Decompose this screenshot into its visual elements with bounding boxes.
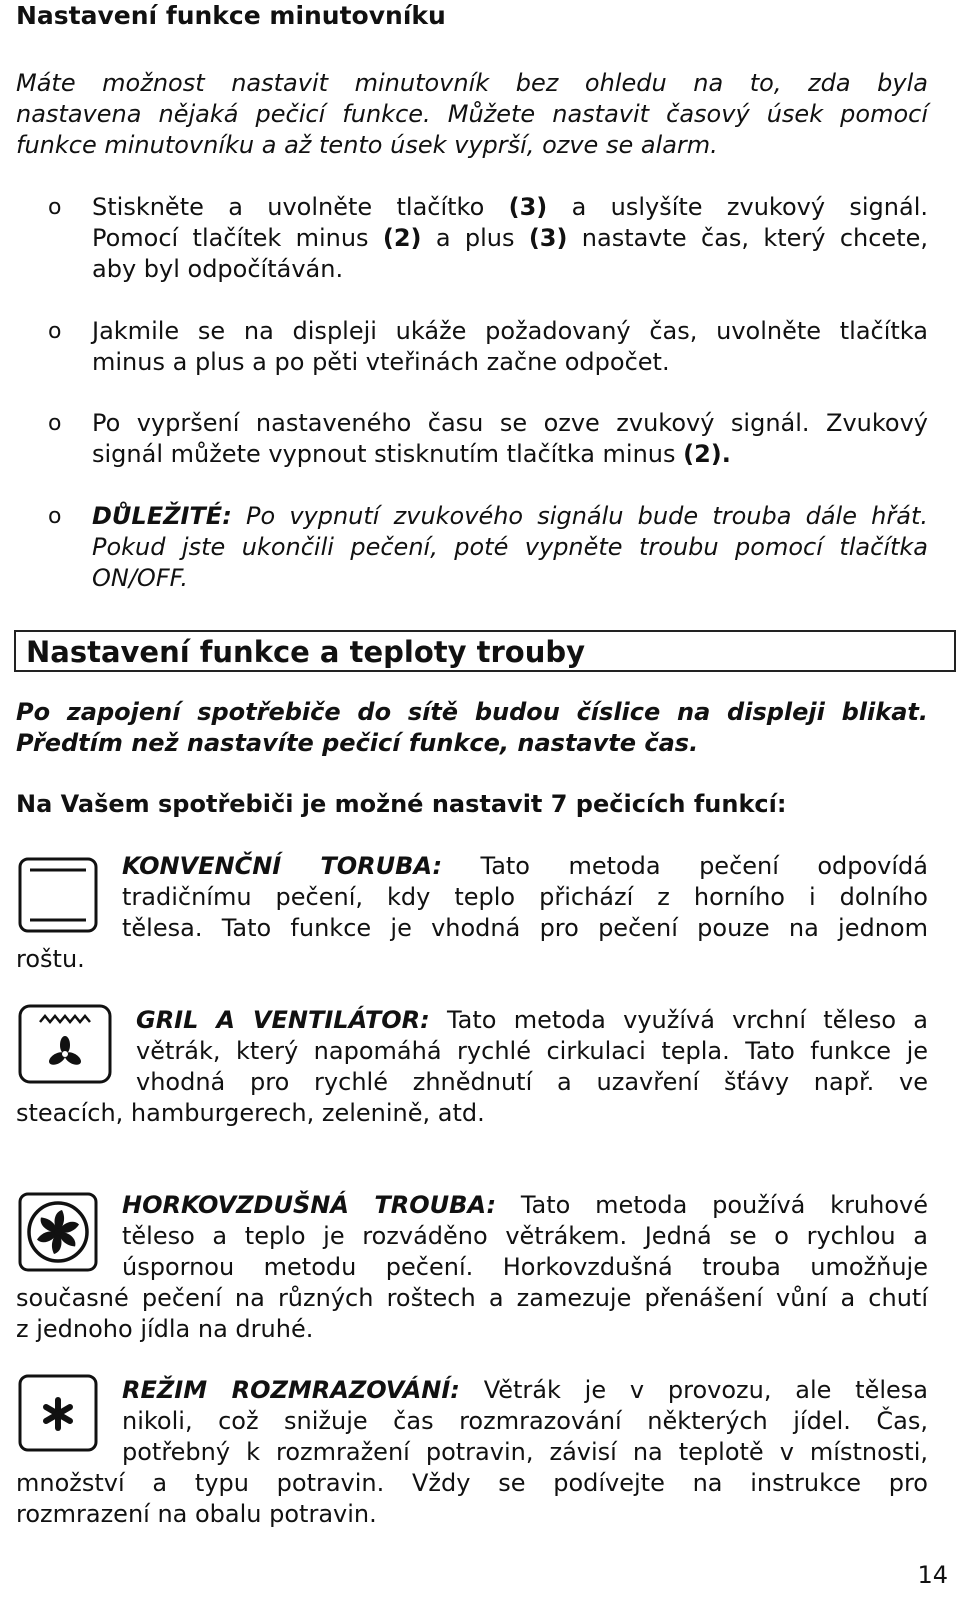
functions-count-line: Na Vašem spotřebiči je možné nastavit 7 pečicích funkcí: xyxy=(16,790,787,818)
function-4-line-2: nikoli, což snižuje čas rozmrazování některých jídel. Čas, xyxy=(122,1407,928,1435)
section-title-box xyxy=(14,630,956,672)
hot-air-fan-icon xyxy=(18,1192,98,1272)
bullet-marker: o xyxy=(48,411,62,436)
bullet-marker: o xyxy=(48,504,62,529)
function-4-line-3: potřebný k rozmražení potravin, závisí na teplotě v místnosti, xyxy=(122,1438,928,1466)
bullet-3-line-2: signál můžete vypnout stisknutím tlačítka minus (2). xyxy=(92,440,731,468)
function-2-line-3: vhodná pro rychlé zhnědnutí a uzavření šťávy např. ve xyxy=(136,1068,928,1096)
function-4-line-5: rozmrazení na obalu potravin. xyxy=(16,1500,377,1528)
function-4-line-4: množství a typu potravin. Vždy se podívejte na instrukce pro xyxy=(16,1469,928,1497)
function-3-line-2: těleso a teplo je rozváděno větrákem. Jedná se o rychlou a xyxy=(122,1222,928,1250)
function-3-line-5: z jednoho jídla na druhé. xyxy=(16,1315,314,1343)
bullet-3-line-1: Po vypršení nastaveného času se ozve zvukový signál. Zvukový xyxy=(92,409,928,437)
function-1-line-3: tělesa. Tato funkce je vhodná pro pečení pouze na jednom xyxy=(122,914,928,942)
function-1-line-1: KONVENČNÍ TORUBA: Tato metoda pečení odpovídá xyxy=(122,852,928,880)
bullet-2-line-2: minus a plus a po pěti vteřinách začne odpočet. xyxy=(92,348,670,376)
function-3-line-4: současné pečení na různých roštech a zamezuje přenášení vůní a chutí xyxy=(16,1284,928,1312)
section-title: Nastavení funkce a teploty trouby xyxy=(26,635,586,669)
function-3-line-3: úspornou metodu pečení. Horkovzdušná trouba umožňuje xyxy=(122,1253,928,1281)
bullet-4-line-2: Pokud jste ukončili pečení, poté vypněte troubu pomocí tlačítka xyxy=(92,533,928,561)
grill-fan-icon xyxy=(18,1004,112,1084)
bullet-1-line-2: Pomocí tlačítek minus (2) a plus (3) nastavte čas, který chcete, xyxy=(92,224,928,252)
bullet-1-line-1: Stiskněte a uvolněte tlačítko (3) a uslyšíte zvukový signál. xyxy=(92,193,929,221)
function-2-line-1: GRIL A VENTILÁTOR: Tato metoda využívá vrchní těleso a xyxy=(136,1006,928,1034)
page-number: 14 xyxy=(917,1561,948,1589)
bullet-1-line-3: aby byl odpočítáván. xyxy=(92,255,344,283)
notice-line-2: Předtím než nastavíte pečicí funkce, nastavte čas. xyxy=(16,729,699,757)
function-2-line-2: větrák, který napomáhá rychlé cirkulaci tepla. Tato funkce je xyxy=(136,1037,928,1065)
function-1-line-4: roštu. xyxy=(16,945,85,973)
bullet-marker: o xyxy=(48,195,62,220)
function-2-line-4: steacích, hamburgerech, zelenině, atd. xyxy=(16,1099,485,1127)
bullet-4-line-3: ON/OFF. xyxy=(92,564,188,592)
conventional-oven-icon xyxy=(18,857,98,933)
bullet-marker: o xyxy=(48,319,62,344)
function-4-line-1: REŽIM ROZMRAZOVÁNÍ: Větrák je v provozu, ale tělesa xyxy=(122,1376,928,1404)
bullet-4-line-1: DŮLEŽITÉ: Po vypnutí zvukového signálu bude trouba dále hřát. xyxy=(92,502,928,530)
notice-line-1: Po zapojení spotřebiče do sítě budou číslice na displeji blikat. xyxy=(16,698,928,726)
function-3-line-1: HORKOVZDUŠNÁ TROUBA: Tato metoda používá kruhové xyxy=(122,1191,929,1219)
timer-intro-line-1: Máte možnost nastavit minutovník bez ohledu na to, zda byla xyxy=(16,69,928,97)
timer-intro-line-2: nastavena nějaká pečicí funkce. Můžete nastavit časový úsek pomocí xyxy=(16,100,928,128)
defrost-snowflake-icon xyxy=(18,1374,98,1452)
timer-intro-line-3: funkce minutovníku a až tento úsek vyprší, ozve se alarm. xyxy=(16,131,718,159)
bullet-2-line-1: Jakmile se na displeji ukáže požadovaný čas, uvolněte tlačítka xyxy=(92,317,928,345)
function-1-line-2: tradičnímu pečení, kdy teplo přichází z horního i dolního xyxy=(122,883,928,911)
timer-heading: Nastavení funkce minutovníku xyxy=(16,1,446,30)
